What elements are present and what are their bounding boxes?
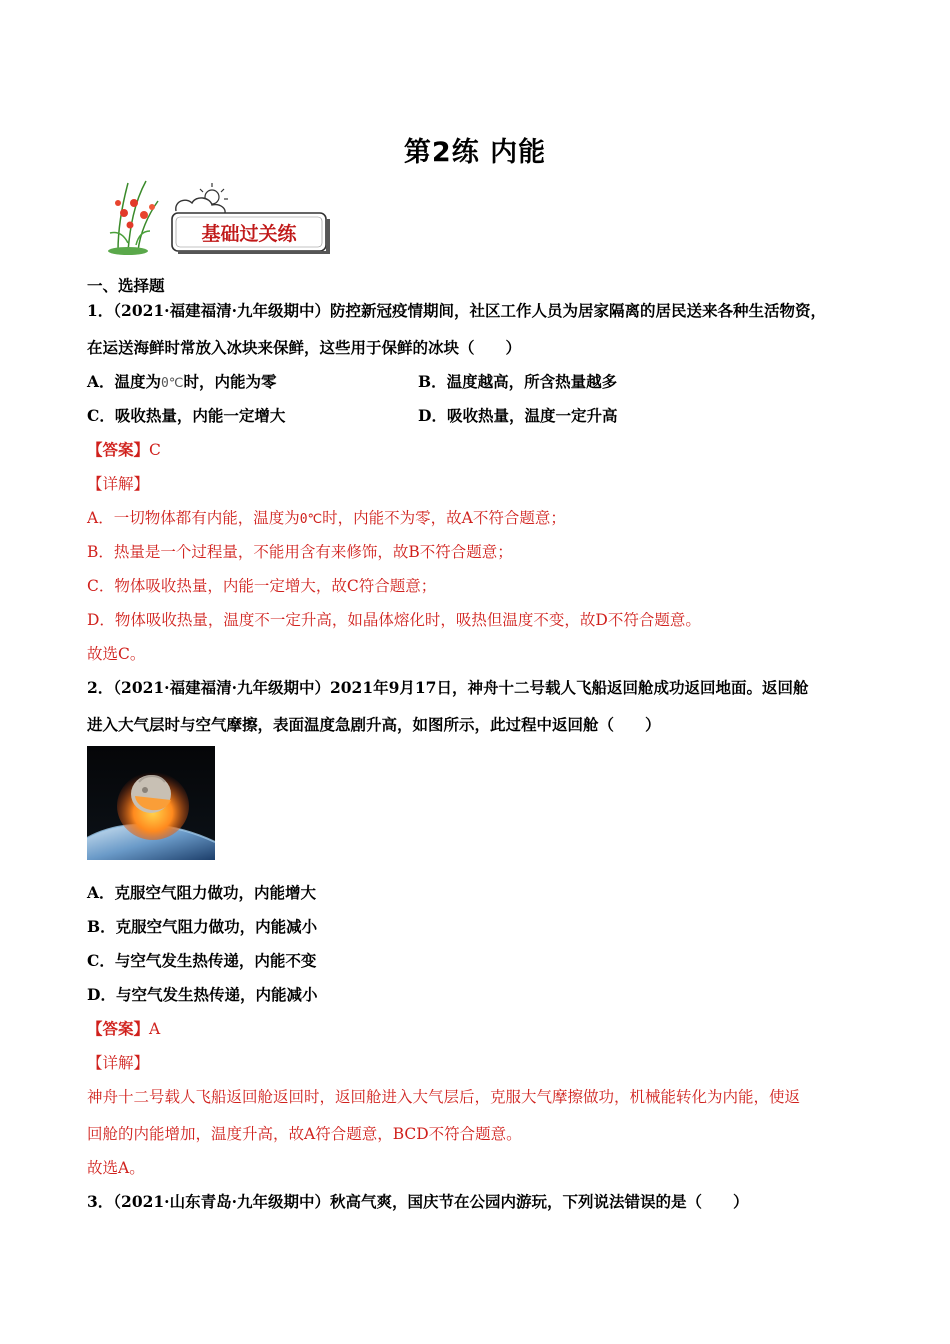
q1-stem-line2: 在运送海鲜时常放入冰块来保鲜，这些用于保鲜的冰块（ ） [87,338,522,357]
q1-option-c: C．吸收热量，内能一定增大 [87,406,286,425]
q1-conclusion: 故选C。 [87,645,146,663]
q1-detail-c: C．物体吸收热量，内能一定增大，故C符合题意； [87,577,437,595]
q1-option-a-symbol: 0℃ [161,376,184,391]
reentry-capsule-photo [87,746,215,860]
q2-option-d: D．与空气发生热传递，内能减小 [87,985,318,1004]
q2-detail-line1: 神舟十二号载人飞船返回舱返回时，返回舱进入大气层后，克服大气摩擦做功，机械能转化为内能，使返 [87,1088,801,1106]
q1-option-d: D．吸收热量，温度一定升高 [418,406,618,425]
q1-stem-line1: 1．（2021·福建福清·九年级期中）防控新冠疫情期间，社区工作人员为居家隔离的居民送来各种生活物资， [87,301,826,320]
q2-option-a: A．克服空气阻力做功，内能增大 [87,883,317,902]
q1-answer: 【答案】C [87,440,161,459]
q1-detail-d: D．物体吸收热量，温度不一定升高，如晶体熔化时，吸热但温度不变，故D不符合题意。 [87,611,701,629]
q2-detail-line2: 回舱的内能增加，温度升高，故A符合题意，BCD不符合题意。 [87,1125,522,1143]
q2-conclusion: 故选A。 [87,1159,145,1177]
q1-detail-b: B．热量是一个过程量，不能用含有来修饰，故B不符合题意； [87,543,513,561]
page-title: 第2练 内能 [403,137,547,168]
banner-label: 基础过关练 [201,223,297,245]
section-heading: 一、选择题 [87,276,165,295]
q1-detail-tag: 【详解】 [87,475,150,493]
q1-detail-a: A．一切物体都有内能，温度为0℃时，内能不为零，故A不符合题意； [87,509,566,527]
q2-option-c: C．与空气发生热传递，内能不变 [87,951,317,970]
sun-cloud-icon [176,183,228,215]
q2-stem-line2: 进入大气层时与空气摩擦，表面温度急剧升高，如图所示，此过程中返回舱（ ） [87,715,661,734]
q2-detail-tag: 【详解】 [87,1054,150,1072]
q1-option-a: A．温度为0℃时，内能为零 [87,372,277,391]
q3-stem-line1: 3．（2021·山东青岛·九年级期中）秋高气爽，国庆节在公园内游玩，下列说法错误的是（ ） [87,1192,749,1211]
section-banner [100,173,332,257]
flower-plant-icon [108,181,158,255]
q2-answer: 【答案】A [87,1019,161,1038]
q2-stem-line1: 2．（2021·福建福清·九年级期中）2021年9月17日，神舟十二号载人飞船返回舱成功返回地面。返回舱 [87,678,809,697]
q1-option-b: B．温度越高，所含热量越多 [418,372,618,391]
q2-option-b: B．克服空气阻力做功，内能减小 [87,917,318,936]
